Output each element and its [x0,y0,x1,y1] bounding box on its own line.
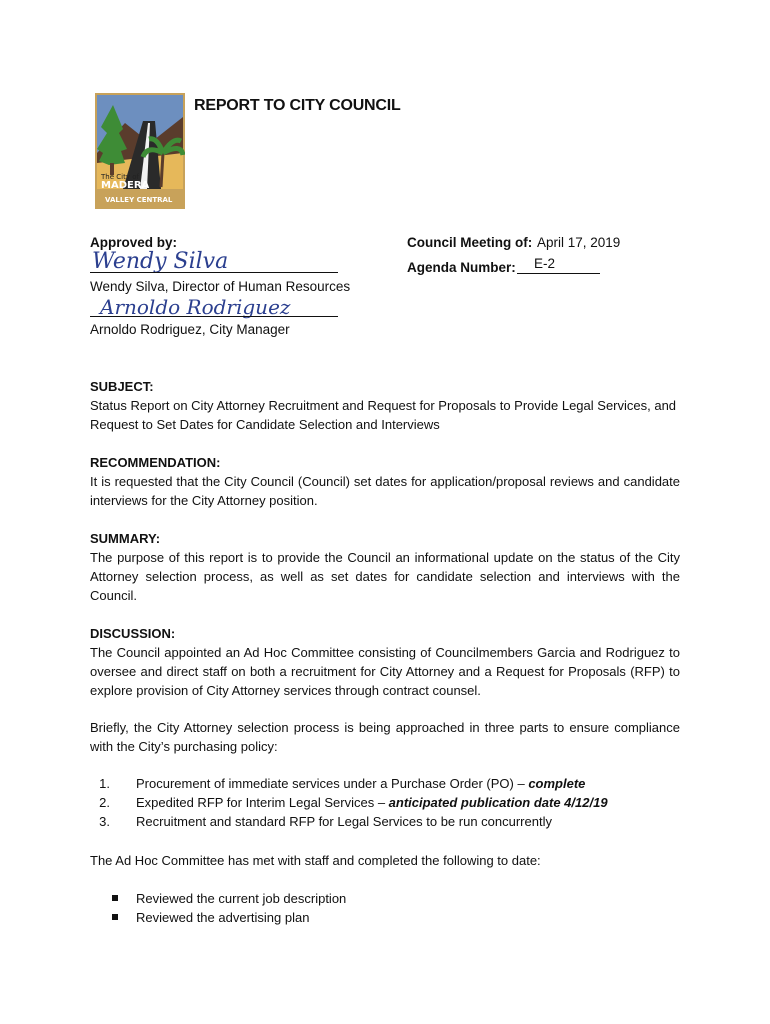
signer-2-name: Arnoldo Rodriguez, City Manager [90,322,290,337]
list-text: Procurement of immediate services under a Purchase Order (PO) – [136,776,529,791]
list-text: Recruitment and standard RFP for Legal Services to be run concurrently [136,814,552,829]
signature-line-1 [90,272,338,273]
list-emphasis: complete [528,776,586,791]
discussion-paragraph-2-block [90,718,680,756]
subject-text: Status Report on City Attorney Recruitment and Request for Proposals to Provide Legal Services, and Request to Set Dates for Candidate Selection and Interviews [90,398,677,432]
recommendation-heading: RECOMMENDATION: [90,455,221,470]
summary-section [90,529,680,605]
approved-by-label: Approved by: [90,235,178,250]
discussion-heading: DISCUSSION: [90,626,176,641]
meeting-label: Council Meeting of: [407,235,533,250]
list-text: Reviewed the current job description [136,891,347,906]
agenda-label: Agenda Number: [407,260,516,275]
discussion-paragraph-1: The Council appointed an Ad Hoc Committee consisting of Councilmembers Garcia and Rodriguez to oversee and direct staff on both a recruitment for City Attorney and a Request for Proposals (RFP) to explore provision of City Attorney services through contract counsel. [90,645,680,698]
recommendation-section [90,453,680,510]
discussion-paragraph-2: Briefly, the City Attorney selection process is being approached in three parts to ensure compliance with the City’s purchasing policy: [90,720,680,754]
svg-text:MADERA: MADERA [101,180,150,191]
bullet-icon [112,914,118,920]
agenda-number: E-2 [534,256,556,271]
recommendation-text: It is requested that the City Council (Council) set dates for application/proposal reviews and candidate interviews for the City Attorney position. [90,474,680,508]
city-of-madera-logo [95,93,185,209]
list-number: 2. [99,795,110,810]
summary-heading: SUMMARY: [90,531,161,546]
summary-text: The purpose of this report is to provide the Council an informational update on the status of the City Attorney selection process, as well as set dates for candidate selection and interviews with the Council. [90,550,680,603]
signature-2: Arnoldo Rodriguez [100,295,291,319]
subject-heading: SUBJECT: [90,379,154,394]
report-title: REPORT TO CITY COUNCIL [194,97,401,114]
signature-1: Wendy Silva [92,249,229,274]
list-number: 1. [99,776,110,791]
meeting-date: April 17, 2019 [537,235,621,250]
discussion-section [90,624,680,700]
signature-line-2 [90,316,338,317]
svg-text:VALLEY CENTRAL: VALLEY CENTRAL [105,196,173,204]
list-number: 3. [99,814,110,829]
subject-section [90,377,680,434]
list-text: Expedited RFP for Interim Legal Services – [136,795,389,810]
bullet-icon [112,895,118,901]
list-emphasis: anticipated publication date 4/12/19 [388,795,608,810]
list-text: Reviewed the advertising plan [136,910,310,925]
svg-text:The City of: The City of [101,173,139,181]
discussion-paragraph-3-block [90,851,680,870]
agenda-number-line [517,273,600,274]
discussion-paragraph-3: The Ad Hoc Committee has met with staff and completed the following to date: [90,853,541,868]
signer-1-name: Wendy Silva, Director of Human Resources [90,279,351,294]
